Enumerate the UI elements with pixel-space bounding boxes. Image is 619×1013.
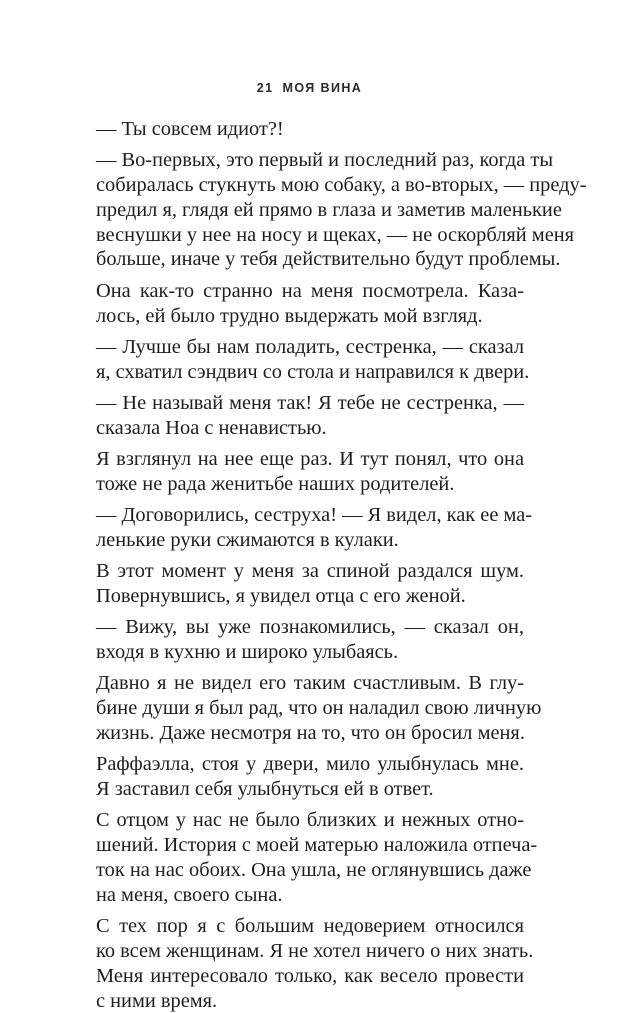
text-line: на меня, своего сына.	[96, 883, 524, 908]
paragraph	[96, 808, 524, 907]
text-line: жизнь. Даже несмотря на то, что он бросил меня.	[96, 721, 524, 746]
page-number: 21	[257, 81, 274, 95]
running-head	[0, 81, 619, 95]
text-line: С тех пор я с большим недоверием относился	[96, 914, 524, 939]
text-line: С отцом у нас не было близких и нежных отно-	[96, 808, 524, 833]
text-line: — Договорились, сеструха! — Я видел, как ее ма-	[96, 503, 524, 528]
text-line: ток на нас обоих. Она ушла, не оглянувшись даже	[96, 858, 524, 883]
paragraph	[96, 447, 524, 497]
text-line: ленькие руки сжимаются в кулаки.	[96, 528, 524, 553]
text-line: веснушки у нее на носу и щеках, — не оскорбляй меня	[96, 223, 524, 248]
text-line: В этот момент у меня за спиной раздался шум.	[96, 559, 524, 584]
paragraph	[96, 559, 524, 609]
text-line: с ними время.	[96, 989, 524, 1013]
paragraph	[96, 503, 524, 553]
paragraph	[96, 671, 524, 745]
text-line: бине души я был рад, что он наладил свою личную	[96, 696, 524, 721]
text-line: входя в кухню и широко улыбаясь.	[96, 640, 524, 665]
text-line: Я взглянул на нее еще раз. И тут понял, что она	[96, 447, 524, 472]
text-line: Повернувшись, я увидел отца с его женой.	[96, 584, 524, 609]
text-line: собиралась стукнуть мою собаку, а во-вторых, — преду-	[96, 173, 524, 198]
text-line: — Вижу, вы уже познакомились, — сказал он,	[96, 615, 524, 640]
paragraph	[96, 117, 524, 142]
text-line: тоже не рада женитьбе наших родителей.	[96, 472, 524, 497]
paragraph	[96, 752, 524, 802]
running-title: МОЯ ВИНА	[283, 81, 363, 95]
text-line: Раффаэлла, стоя у двери, мило улыбнулась мне.	[96, 752, 524, 777]
text-line: — Лучше бы нам поладить, сестренка, — сказал	[96, 335, 524, 360]
paragraph	[96, 335, 524, 385]
paragraph	[96, 615, 524, 665]
paragraph	[96, 391, 524, 441]
text-line: лось, ей было трудно выдержать мой взгляд.	[96, 304, 524, 329]
text-line: сказала Ноа с ненавистью.	[96, 416, 524, 441]
paragraph	[96, 279, 524, 329]
body-text	[96, 117, 524, 1013]
text-line: Я заставил себя улыбнуться ей в ответ.	[96, 777, 524, 802]
text-line: Она как-то странно на меня посмотрела. Каза-	[96, 279, 524, 304]
text-line: предил я, глядя ей прямо в глаза и заметив маленькие	[96, 198, 524, 223]
text-line: шений. История с моей матерью наложила отпеча-	[96, 833, 524, 858]
text-line: — Во-первых, это первый и последний раз, когда ты	[96, 148, 524, 173]
text-line: — Не называй меня так! Я тебе не сестренка, —	[96, 391, 524, 416]
text-line: больше, иначе у тебя действительно будут проблемы.	[96, 247, 524, 272]
text-line: ко всем женщинам. Я не хотел ничего о них знать.	[96, 939, 524, 964]
text-line: я, схватил сэндвич со стола и направился к двери.	[96, 360, 524, 385]
paragraph	[96, 914, 524, 1013]
text-line: — Ты совсем идиот?!	[96, 117, 524, 142]
text-line: Давно я не видел его таким счастливым. В глу-	[96, 671, 524, 696]
paragraph	[96, 148, 524, 272]
text-line: Меня интересовало только, как весело провести	[96, 964, 524, 989]
